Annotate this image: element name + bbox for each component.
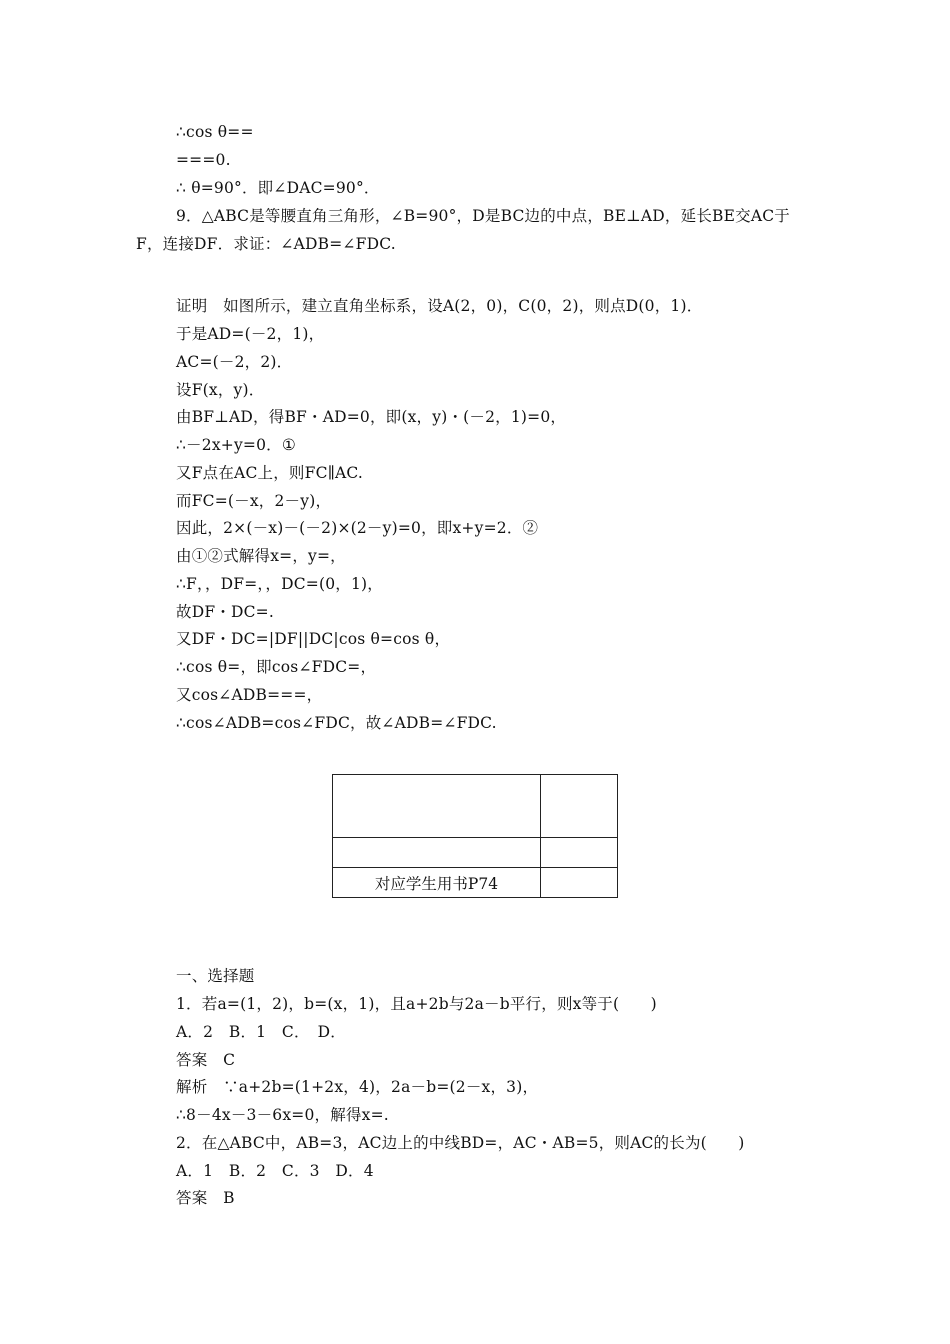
proof-line: ===0. xyxy=(176,151,231,169)
problem9-line1: 9．△ABC是等腰直角三角形，∠B=90°，D是BC边的中点，BE⊥AD，延长BE交AC于 xyxy=(176,207,790,225)
table-cell xyxy=(541,775,618,838)
proof9-line: ∴－2x+y=0．① xyxy=(176,436,296,454)
proof9-line: 因此，2×(－x)－(－2)×(2－y)=0，即x+y=2．② xyxy=(176,519,539,537)
exercise-line: 解析 ∵a+2b=(1+2x，4)，2a－b=(2－x，3)， xyxy=(176,1078,539,1096)
reference-table xyxy=(332,774,618,898)
table-label: 对应学生用书P74 xyxy=(333,868,541,898)
proof9-line: ∴cos θ=，即cos∠FDC=， xyxy=(176,658,377,676)
exercise-line: A．1 B．2 C．3 D．4 xyxy=(176,1162,374,1180)
table-cell xyxy=(541,838,618,868)
proof9-line: ∴cos∠ADB=cos∠FDC，故∠ADB=∠FDC. xyxy=(176,714,497,732)
proof9-line: 而FC=(－x，2－y)， xyxy=(176,492,332,510)
proof9-line: ∴F，，DF=，，DC=(0，1)， xyxy=(176,575,383,593)
proof9-line: 于是AD=(－2，1)， xyxy=(176,325,325,343)
proof9-line: 设F(x，y)． xyxy=(176,381,265,399)
problem9-line2: F，连接DF．求证：∠ADB=∠FDC. xyxy=(136,235,396,253)
proof9-line: 由BF⊥AD，得BF・AD=0，即(x，y)・(－2，1)=0， xyxy=(176,408,567,426)
proof9-line: AC=(－2，2)． xyxy=(176,353,293,371)
exercise-line: A．2 B．1 C． D． xyxy=(176,1023,346,1041)
section-title: 一、选择题 xyxy=(176,967,255,985)
proof9-line: 又DF・DC=|DF||DC|cos θ=cos θ， xyxy=(176,630,451,648)
exercise-line: 2．在△ABC中，AB=3，AC边上的中线BD=，AC・AB=5，则AC的长为( ) xyxy=(176,1134,745,1152)
proof9-line: 又cos∠ADB===， xyxy=(176,686,323,704)
proof9-line: 由①②式解得x=，y=， xyxy=(176,547,346,565)
exercise-line: ∴8－4x－3－6x=0，解得x=. xyxy=(176,1106,389,1124)
exercise-line: 答案 C xyxy=(176,1051,236,1069)
exercise-line: 1．若a=(1，2)，b=(x，1)，且a+2b与2a－b平行，则x等于( ) xyxy=(176,995,657,1013)
proof-line: ∴cos θ== xyxy=(176,123,254,141)
table-cell xyxy=(333,775,541,838)
proof9-line: 证明 如图所示，建立直角坐标系，设A(2，0)，C(0，2)，则点D(0，1)． xyxy=(176,297,703,315)
exercise-line: 答案 B xyxy=(176,1189,235,1207)
proof9-line: 又F点在AC上，则FC∥AC. xyxy=(176,464,364,482)
proof9-line: 故DF・DC=. xyxy=(176,603,274,621)
proof-line: ∴ θ=90°．即∠DAC=90°． xyxy=(176,179,380,197)
table-cell xyxy=(333,838,541,868)
table-cell xyxy=(541,868,618,898)
